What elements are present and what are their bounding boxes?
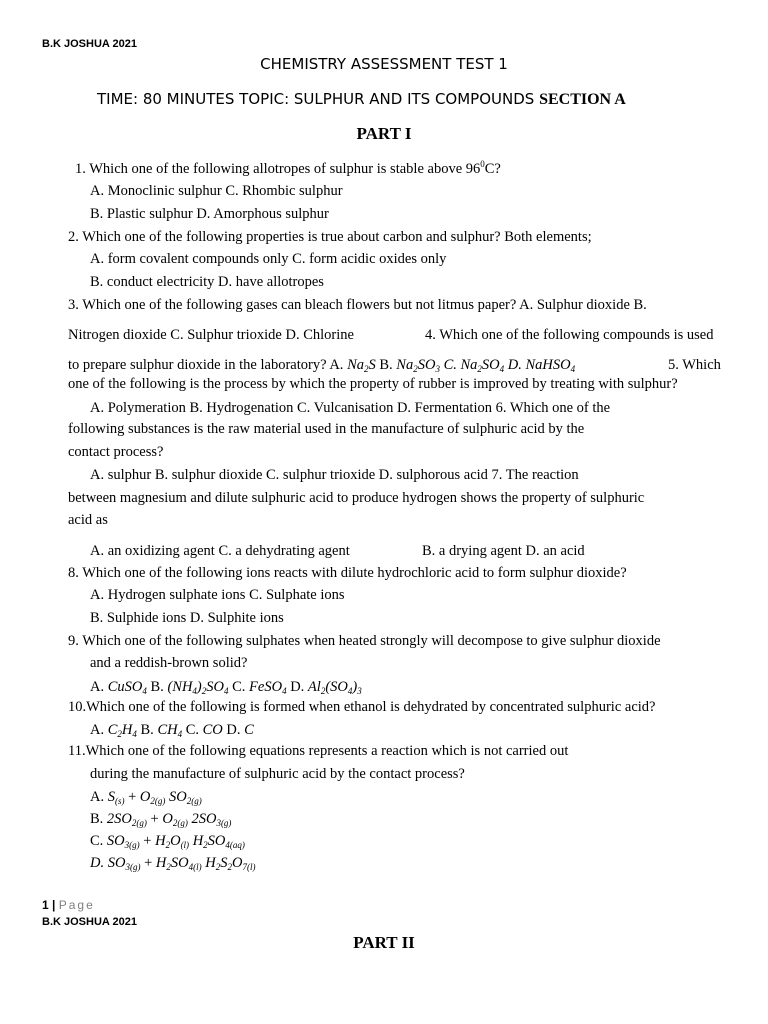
question-4-continued: to prepare sulphur dioxide in the laboratory? A. $Na_2S$ B. $Na_2SO_3$ C. $Na_2SO_4$ D. NaHSO$_4$ <box>68 357 576 374</box>
question-7-continued: between magnesium and dilute sulphuric acid to produce hydrogen shows the property of sulphuric <box>68 490 645 506</box>
question-5: 5. Which <box>668 357 721 373</box>
question-3-continued: Nitrogen dioxide C. Sulphur trioxide D. Chlorine <box>68 327 354 343</box>
question-11-option-c: C. $SO_{3(g)} + H_2O_{(l)}$ $H_2SO_{4(aq)}$ <box>90 833 245 850</box>
question-6-continued: following substances is the raw material used in the manufacture of sulphuric acid by the <box>68 421 585 437</box>
page-number: 1 <box>42 898 49 912</box>
author-header: B.K JOSHUA 2021 <box>42 38 137 50</box>
question-3: 3. Which one of the following gases can bleach flowers but not litmus paper? A. Sulphur dioxide B. <box>68 297 647 313</box>
question-9-continued: and a reddish-brown solid? <box>90 655 248 671</box>
section-heading: SECTION A <box>539 91 626 108</box>
question-10: 10.Which one of the following is formed when ethanol is dehydrated by concentrated sulphuric acid? <box>68 699 656 715</box>
page-number-footer <box>42 898 95 912</box>
question-11-option-b: B. $2SO_{2(g)} + O_{2(g)}$ $2SO_{3(g)}$ <box>90 811 232 828</box>
question-8-options-b-d: B. Sulphide ions D. Sulphite ions <box>90 610 284 626</box>
question-7-continued-2: acid as <box>68 512 108 528</box>
question-6-continued-2: contact process? <box>68 444 164 460</box>
question-7-options-a-c: A. an oxidizing agent C. a dehydrating agent <box>90 543 350 559</box>
question-6-options-and-question-7: A. sulphur B. sulphur dioxide C. sulphur trioxide D. sulphorous acid 7. The reaction <box>90 467 579 483</box>
question-2-options-a-c: A. form covalent compounds only C. form acidic oxides only <box>90 251 447 267</box>
question-1: 1. Which one of the following allotropes of sulphur is stable above $96^0C$? <box>75 159 501 177</box>
question-11-option-d: D. $SO_{3(g)} + H_2SO_{4(l)}$ $H_2S_2O_{7(l)}$ <box>90 855 256 872</box>
question-8-options-a-c: A. Hydrogen sulphate ions C. Sulphate ions <box>90 587 345 603</box>
question-5-continued: one of the following is the process by which the property of rubber is improved by treating with sulphur? <box>68 376 678 392</box>
page-label: Page <box>58 898 95 912</box>
author-footer: B.K JOSHUA 2021 <box>42 916 137 928</box>
time-topic-line <box>97 90 626 109</box>
question-7-options-b-d: B. a drying agent D. an acid <box>422 543 585 559</box>
page-title: CHEMISTRY ASSESSMENT TEST 1 <box>260 55 508 73</box>
question-2: 2. Which one of the following properties is true about carbon and sulphur? Both elements; <box>68 229 592 245</box>
time-topic: TIME: 80 MINUTES TOPIC: SULPHUR AND ITS COMPOUNDS <box>97 90 535 108</box>
question-1-options-a-c: A. Monoclinic sulphur C. Rhombic sulphur <box>90 183 343 199</box>
question-10-options: A. $C_2H_4$ B. $CH_4$ C. CO D. C <box>90 722 254 739</box>
part-ii-heading: PART II <box>353 933 415 952</box>
question-11: 11.Which one of the following equations represents a reaction which is not carried out <box>68 743 569 759</box>
question-5-options-and-question-6: A. Polymeration B. Hydrogenation C. Vulcanisation D. Fermentation 6. Which one of the <box>90 400 611 416</box>
question-9-options: A. CuSO$_4$ B. $(NH_4)_2SO_4$ C. FeSO$_4$ D. $Al_2(SO_4)_3$ <box>90 679 362 696</box>
question-9: 9. Which one of the following sulphates when heated strongly will decompose to give sulphur dioxide <box>68 633 661 649</box>
question-4: 4. Which one of the following compounds is used <box>425 327 714 343</box>
part-i-heading: PART I <box>356 124 412 143</box>
question-2-options-b-d: B. conduct electricity D. have allotropes <box>90 274 324 290</box>
question-11-continued: during the manufacture of sulphuric acid by the contact process? <box>90 766 465 782</box>
question-1-options-b-d: B. Plastic sulphur D. Amorphous sulphur <box>90 206 329 222</box>
page-separator: | <box>52 898 56 912</box>
question-11-option-a: A. $S_{(s)} + O_{2(g)}$ $SO_{2(g)}$ <box>90 789 202 806</box>
question-8: 8. Which one of the following ions reacts with dilute hydrochloric acid to form sulphur dioxide? <box>68 565 627 581</box>
